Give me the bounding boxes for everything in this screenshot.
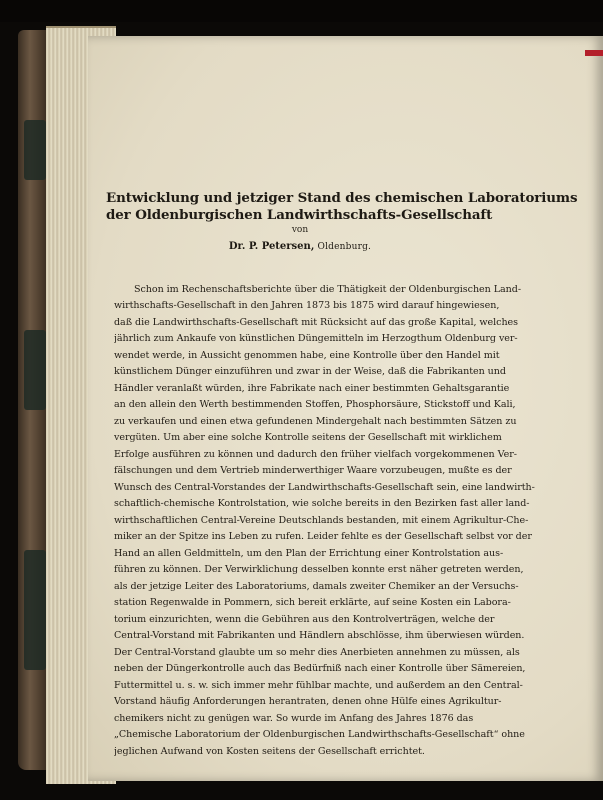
text-line: daß die Landwirthschafts-Gesellschaft mit Rücksicht auf das große Kapital, welches xyxy=(114,316,518,328)
byline-von: von xyxy=(291,225,309,235)
author-place: Oldenburg. xyxy=(317,242,372,252)
text-line: wirthschafts-Gesellschaft in den Jahren 1873 bis 1875 wird darauf hingewiesen, xyxy=(114,300,500,312)
text-line: Futtermittel u. s. w. sich immer mehr fühlbar machte, und außerdem an den Central- xyxy=(114,679,523,691)
text-line: vergüten. Um aber eine solche Kontrolle seitens der Gesellschaft mit wirklichem xyxy=(114,432,502,444)
spine-mark xyxy=(24,330,46,410)
text-line: jährlich zum Ankaufe von künstlichen Düngemitteln im Herzogthum Oldenburg ver- xyxy=(114,333,518,345)
author-name: Dr. P. Petersen, xyxy=(228,241,315,252)
article-body xyxy=(114,282,554,760)
text-line: Der Central-Vorstand glaubte um so mehr dies Anerbieten annehmen zu müssen, als xyxy=(114,646,520,658)
title-line-2: der Oldenburgischen Landwirthschafts-Gesellschaft xyxy=(106,207,493,223)
text-line: torium einzurichten, wenn die Gebühren aus den Kontrolverträgen, welche der xyxy=(114,613,495,625)
text-line: Schon im Rechenschaftsberichte über die Thätigkeit der Oldenburgischen Land- xyxy=(134,284,521,295)
text-line: Central-Vorstand mit Fabrikanten und Händlern abschlösse, ihm überwiesen würden. xyxy=(114,630,525,642)
text-line: an den allein den Werth bestimmenden Stoffen, Phosphorsäure, Stickstoff und Kali, xyxy=(114,399,516,411)
spine-mark xyxy=(24,550,46,670)
text-line: „Chemische Laboratorium der Oldenburgischen Landwirthschafts-Gesellschaft“ ohne xyxy=(114,729,525,741)
text-line: wendet werde, in Aussicht genommen habe, eine Kontrolle über den Handel mit xyxy=(114,349,500,361)
spine-mark xyxy=(24,120,46,180)
article-title xyxy=(106,190,578,224)
bookmark-ribbon xyxy=(585,50,603,56)
text-line: miker an der Spitze ins Leben zu rufen. Leider fehlte es der Gesellschaft selbst vor der xyxy=(114,531,532,543)
text-line: Händler veranlaßt würden, ihre Fabrikate nach einer bestimmten Gehaltsgarantie xyxy=(114,382,510,394)
text-line: Erfolge ausführen zu können und dadurch den früher vielfach vorgekommenen Ver- xyxy=(114,448,517,460)
author-line xyxy=(180,241,420,252)
text-line: neben der Düngerkontrolle auch das Bedürfniß nach einer Kontrolle über Sämereien, xyxy=(114,663,526,675)
text-line: schaftlich-chemische Kontrolstation, wie solche bereits in den Bezirken fast aller land- xyxy=(114,498,530,510)
text-line: als der jetzige Leiter des Laboratoriums, damals zweiter Chemiker an der Versuchs- xyxy=(114,580,519,592)
text-line: künstlichem Dünger einzuführen und zwar in der Weise, daß die Fabrikanten und xyxy=(114,366,506,378)
text-line: Wunsch des Central-Vorstandes der Landwirthschafts-Gesellschaft sein, eine landwirth- xyxy=(114,481,535,493)
title-line-1: Entwicklung und jetziger Stand des chemischen Laboratoriums xyxy=(106,190,578,206)
text-line: wirthschaftlichen Central-Vereine Deutschlands bestanden, mit einem Agrikultur-Che- xyxy=(114,514,529,526)
text-line: jeglichen Aufwand von Kosten seitens der Gesellschaft errichtet. xyxy=(114,745,425,757)
text-line: führen zu können. Der Verwirklichung desselben konnte erst näher getreten werden, xyxy=(114,564,524,576)
text-line: Vorstand häufig Anforderungen herantraten, denen ohne Hülfe eines Agrikultur- xyxy=(114,696,502,708)
text-line: fälschungen und dem Vertrieb minderwerthiger Waare vorzubeugen, mußte es der xyxy=(114,465,512,477)
text-line: chemikers nicht zu genügen war. So wurde im Anfang des Jahres 1876 das xyxy=(114,712,474,724)
text-line: zu verkaufen und einen etwa gefundenen Mindergehalt nach bestimmten Sätzen zu xyxy=(114,415,517,427)
text-line: Hand an allen Geldmitteln, um den Plan der Errichtung einer Kontrolstation aus- xyxy=(114,547,504,559)
text-line: station Regenwalde in Pommern, sich bereit erklärte, auf seine Kosten ein Labora- xyxy=(114,597,511,609)
